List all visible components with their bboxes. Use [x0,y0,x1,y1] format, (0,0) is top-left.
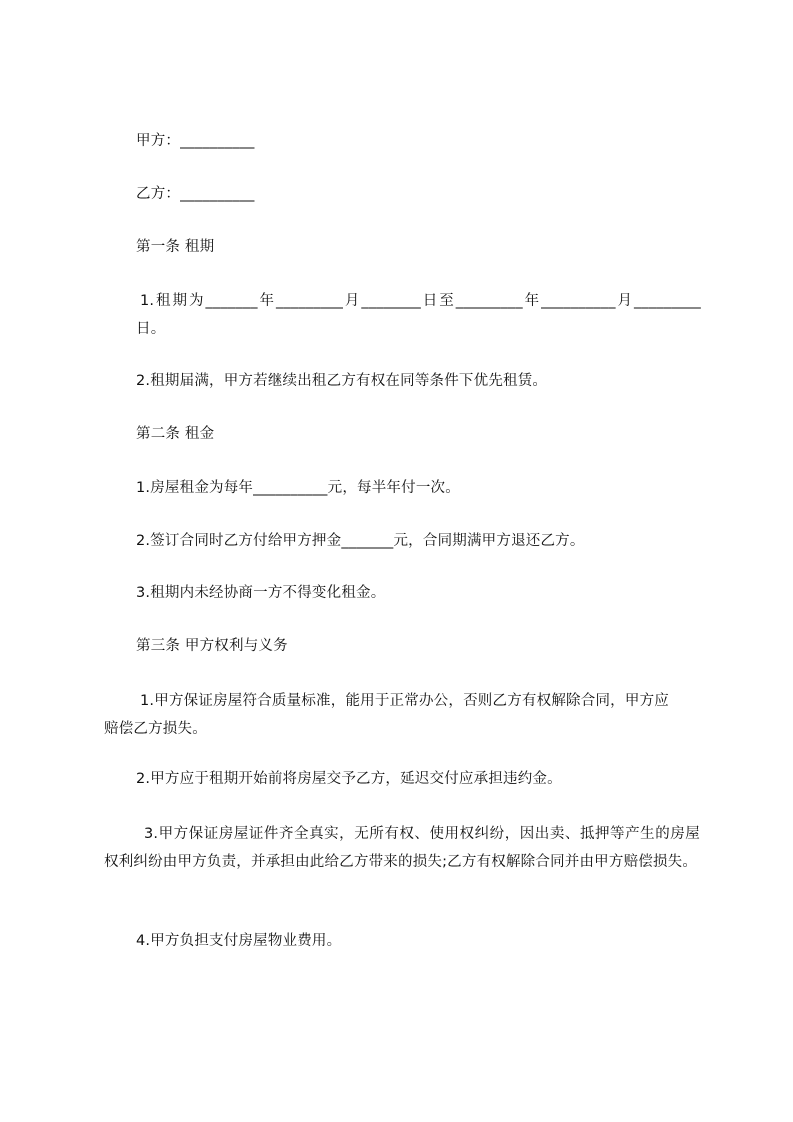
article-3-item-1: 1.甲方保证房屋符合质量标准，能用于正常办公，否则乙方有权解除合同，甲方应赔偿乙方损失。 [104,693,669,737]
article-2-item-2: 2.签订合同时乙方付给甲方押金_______元，合同期满甲方退还乙方。 [136,533,585,549]
article-1-item-2: 2.租期届满，甲方若继续出租乙方有权在同等条件下优先租赁。 [136,373,548,389]
party-b-line: 乙方：__________ [136,186,255,202]
article-2-item-3: 3.租期内未经协商一方不得变化租金。 [136,585,386,601]
article-3-heading: 第三条 甲方权利与义务 [136,638,288,654]
article-2-item-1: 1.房屋租金为每年__________元，每半年付一次。 [136,480,460,496]
article-3-item-4: 4.甲方负担支付房屋物业费用。 [136,933,342,949]
article-3-item-3: 3.甲方保证房屋证件齐全真实，无所有权、使用权纠纷，因出卖、抵押等产生的房屋权利纠纷由甲方负责，并承担由此给乙方带来的损失;乙方有权解除合同并由甲方赔偿损失。 [104,826,700,870]
article-1-heading: 第一条 租期 [136,239,215,255]
article-3-item-2: 2.甲方应于租期开始前将房屋交予乙方，延迟交付应承担违约金。 [136,771,562,787]
article-2-heading: 第二条 租金 [136,426,215,442]
party-a-line: 甲方：__________ [136,133,255,149]
article-1-item-1: 1.租期为_______年_________月________日至_________年__________月_________日。 [136,293,701,337]
